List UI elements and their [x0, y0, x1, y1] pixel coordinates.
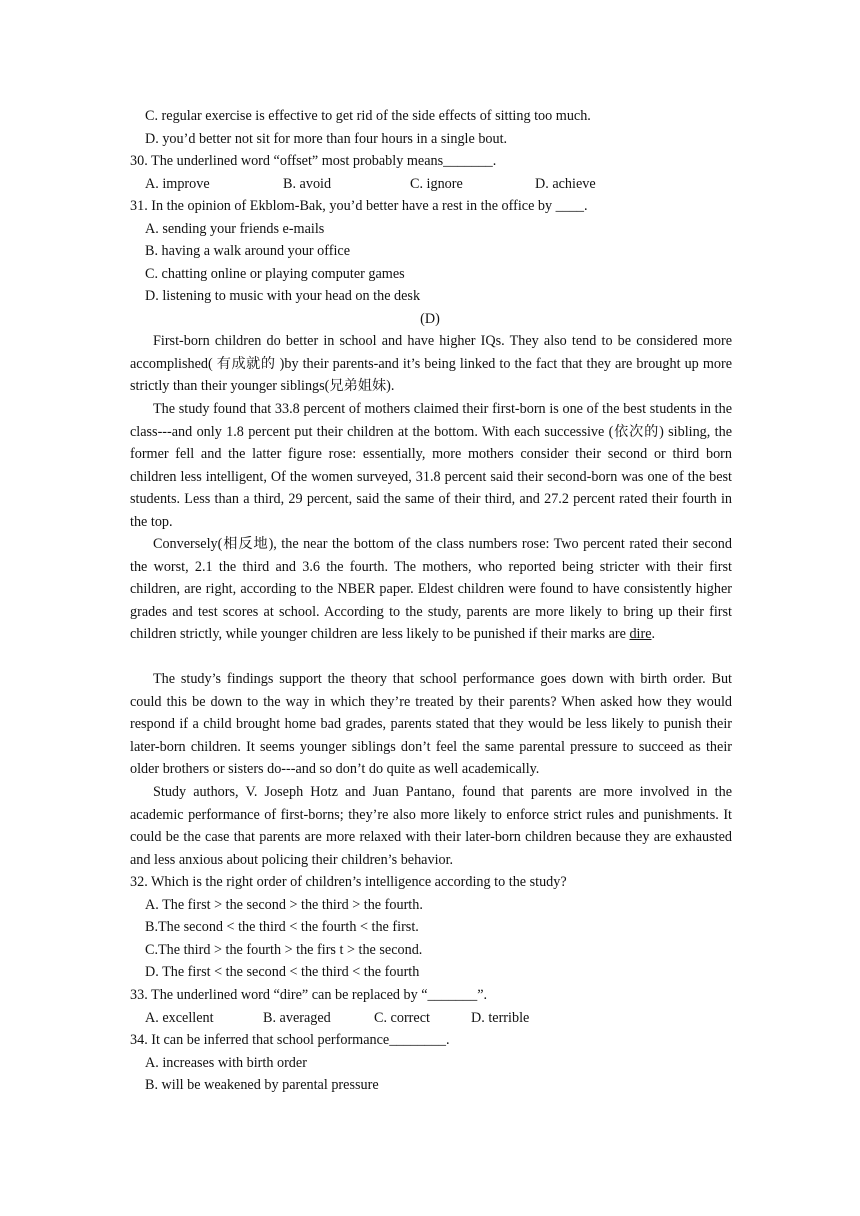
q31-option-d: D. listening to music with your head on the desk	[145, 288, 421, 304]
q30-stem: 30. The underlined word “offset” most probably means_______.	[130, 153, 497, 169]
q33-options	[0, 1007, 860, 1029]
q31-option-a: A. sending your friends e-mails	[145, 221, 325, 237]
passage-paragraph-1: First-born children do better in school and have higher IQs. They also tend to be considered more accomplished( 有成就的 )by their parents-and it’s being linked to the fact that they are brought up more strictly than their younger siblings(兄弟姐妹).	[130, 333, 732, 395]
q30-options	[0, 173, 860, 195]
q34-option-b: B. will be weakened by parental pressure	[145, 1077, 379, 1093]
passage-paragraph-3	[130, 533, 732, 646]
q32-option-b: B.The second < the third < the fourth < the first.	[145, 919, 419, 935]
q33-stem: 33. The underlined word “dire” can be replaced by “_______”.	[130, 987, 488, 1003]
q33-option-d: D. terrible	[471, 1010, 530, 1026]
passage-paragraph-5: Study authors, V. Joseph Hotz and Juan Pantano, found that parents are more involved in the academic performance of first-borns; they’re also more likely to enforce strict rules and punishments. It could be the case that parents are more relaxed with their later-born children because they are exhausted and less anxious about policing their children’s behavior.	[130, 784, 732, 868]
q32-option-d: D. The first < the second < the third < the fourth	[145, 964, 420, 980]
q32-stem: 32. Which is the right order of children’s intelligence according to the study?	[130, 874, 567, 890]
q31-stem: 31. In the opinion of Ekblom-Bak, you’d better have a rest in the office by ____.	[130, 198, 588, 214]
paragraph-3-text: Conversely(相反地), the near the bottom of the class numbers rose: Two percent rated their second the worst, 2.1 the third and 3.6 the fourth. The mothers, who reported being stricter with their first children, are right, according to the NBER paper. Eldest children were found to have consistently higher grades and test scores at school. According to the study, parents are more likely to bring up their first children strictly, while younger children are less likely to be punished if their marks are	[130, 536, 732, 643]
q30-option-d: D. achieve	[535, 176, 596, 192]
q30-option-a: A. improve	[145, 176, 210, 192]
q33-option-a: A. excellent	[145, 1010, 214, 1026]
q33-option-c: C. correct	[374, 1010, 430, 1026]
passage-paragraph-4: The study’s findings support the theory that school performance goes down with birth order. But could this be down to the way in which they’re treated by their parents? When asked how they would respond if a child brought home bad grades, parents stated that they would be less likely to punish their later-born children. It seems younger siblings don’t feel the same parental pressure to succeed as their older brothers or sisters do---and so don’t do quite as well academically.	[130, 671, 732, 778]
q30-option-b: B. avoid	[283, 176, 332, 192]
q29-option-d: D. you’d better not sit for more than four hours in a single bout.	[145, 131, 508, 147]
q32-option-c: C.The third > the fourth > the firs t > the second.	[145, 942, 423, 958]
q29-option-c: C. regular exercise is effective to get rid of the side effects of sitting too much.	[145, 108, 591, 124]
q32-option-a: A. The first > the second > the third > the fourth.	[145, 897, 423, 913]
paragraph-3-end: .	[651, 626, 656, 643]
passage-heading: (D)	[420, 311, 440, 327]
q33-option-b: B. averaged	[263, 1010, 331, 1026]
q31-option-c: C. chatting online or playing computer games	[145, 266, 405, 282]
underlined-word-dire: dire	[629, 626, 652, 643]
q34-option-a: A. increases with birth order	[145, 1055, 307, 1071]
q30-option-c: C. ignore	[410, 176, 463, 192]
q34-stem: 34. It can be inferred that school performance________.	[130, 1032, 450, 1048]
passage-paragraph-2: The study found that 33.8 percent of mothers claimed their first-born is one of the best students in the class---and only 1.8 percent put their children at the bottom. With each successive (依次的) sibling, the former fell and the latter figure rose: essentially, more mothers consider their second or third born children less intelligent, Of the women surveyed, 31.8 percent said their second-born was one of the best students. Less than a third, 29 percent, said the same of their third, and 27.2 percent rated their fourth in the top.	[130, 401, 732, 530]
q31-option-b: B. having a walk around your office	[145, 243, 351, 259]
